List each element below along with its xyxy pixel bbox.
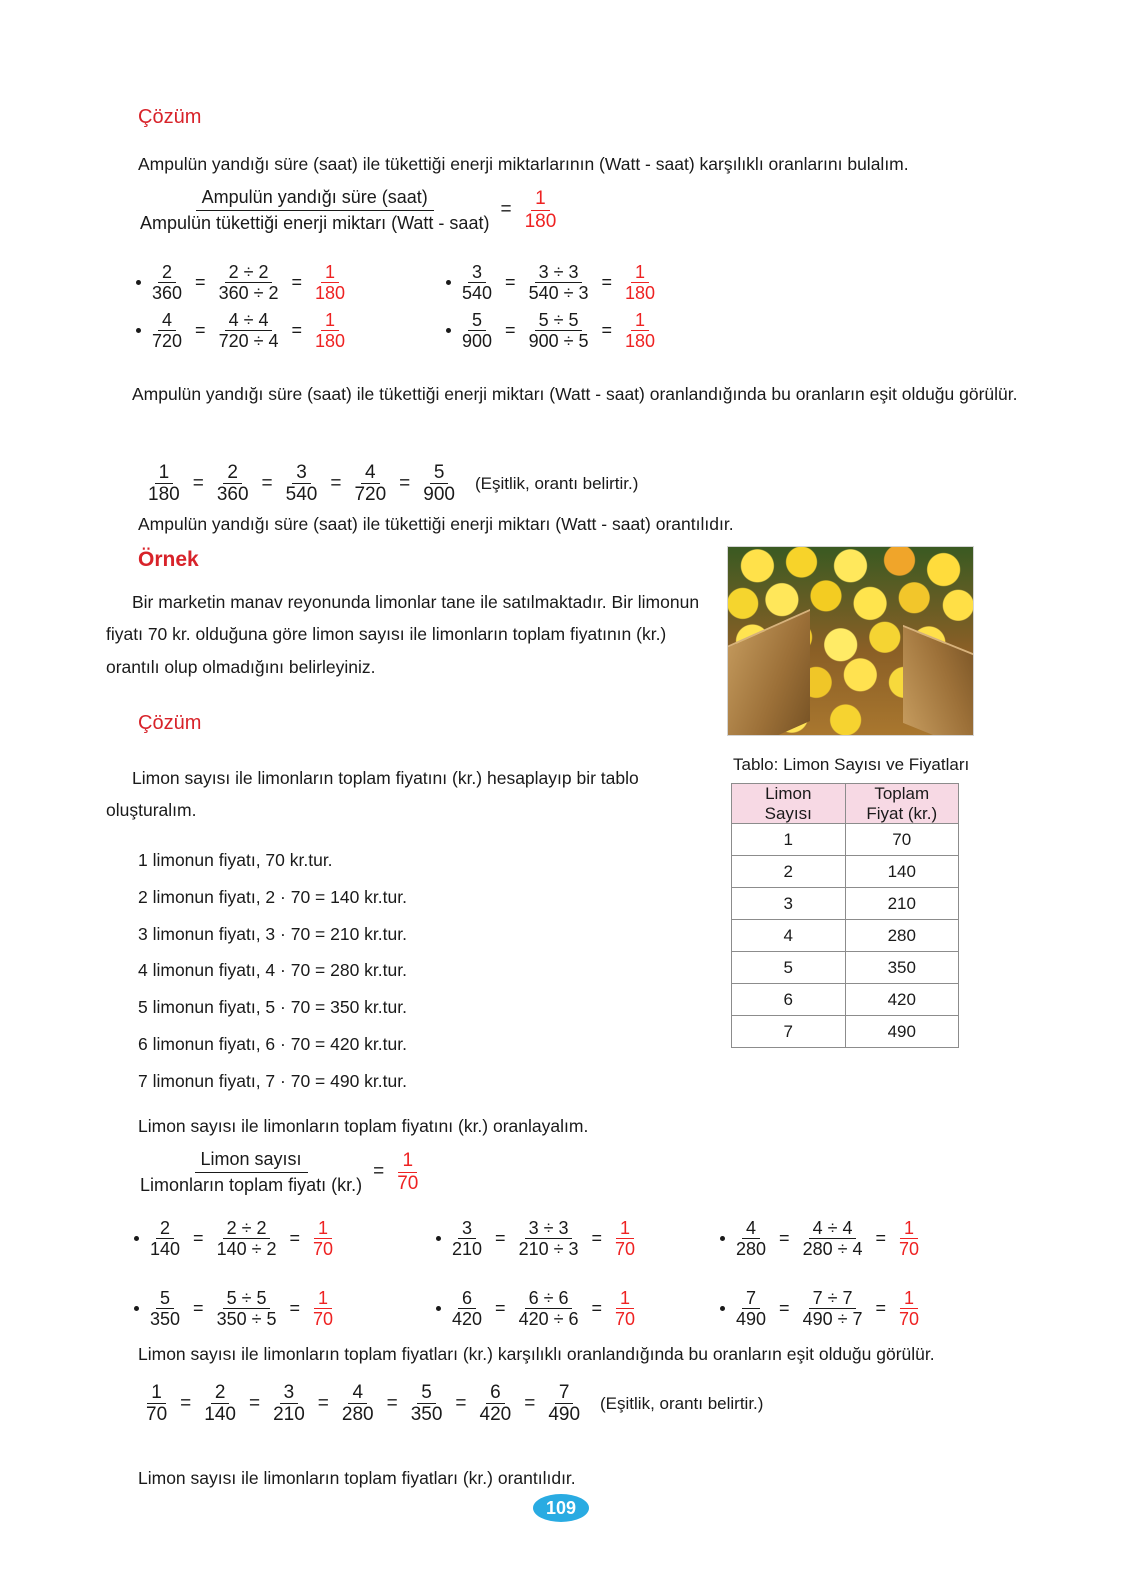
bullet-dot-icon — [436, 1306, 441, 1311]
calculation-line: 3 limonun fiyatı, 3 · 70 = 210 kr.tur. — [138, 923, 407, 944]
bullet-fraction-5: $\frac{2}{140}$ = $\frac{2 \div 2}{140 \div 2}$ = $\frac{1}{70}$ — [134, 1218, 341, 1259]
lemons-photo — [727, 546, 974, 736]
solution-2-intro: Limon sayısı ile limonların toplam fiyatını (kr.) hesaplayıp bir tablo oluşturalım. — [106, 768, 639, 821]
table-row — [732, 1016, 959, 1048]
header-line-2: Fiyat (kr.) — [866, 803, 938, 823]
header-line-1: Limon — [765, 784, 812, 803]
frac-num: 6 — [486, 1382, 505, 1404]
equality-chain-2: $\frac{1}{70}$ = $\frac{2}{140}$ = $\frac{3}{210}$ = $\frac{4}{280}$ = $\frac{5}{350}$ = $\frac{6}{420}$ = $\frac{7}{490}$ (Eşitlik, orantı belirtir.) — [138, 1382, 763, 1426]
frac-den: 350 — [410, 1404, 443, 1426]
frac-num: 7 — [742, 1288, 760, 1309]
frac-num: 4 ÷ 4 — [225, 310, 273, 331]
calculation-line: 7 limonun fiyatı, 7 · 70 = 490 kr.tur. — [138, 1070, 407, 1091]
frac-den: 420 — [479, 1404, 512, 1426]
cell-price: 70 — [845, 824, 959, 856]
frac-den: 540 — [462, 283, 493, 304]
frac-num: 1 — [900, 1288, 918, 1309]
frac-den: 540 — [285, 484, 318, 506]
table-row — [732, 920, 959, 952]
frac-den: 350 ÷ 5 — [216, 1309, 277, 1330]
frac-den: 720 — [354, 484, 387, 506]
frac-den: 70 — [615, 1309, 636, 1330]
frac-den: 900 — [423, 484, 455, 506]
equality-chain-1: $\frac{1}{180}$ = $\frac{2}{360}$ = $\frac{3}{540}$ = $\frac{4}{720}$ = $\frac{5}{900}$ (Eşitlik, orantı belirtir.) — [140, 462, 638, 506]
page-number-badge: 109 — [533, 1494, 589, 1522]
frac-den: 720 ÷ 4 — [218, 331, 279, 352]
bullet-dot-icon — [136, 328, 141, 333]
frac-den: 490 ÷ 7 — [802, 1309, 863, 1330]
frac-den: 180 — [315, 331, 346, 352]
solution-1-intro: Ampulün yandığı süre (saat) ile tükettiği enerji miktarlarının (Watt - saat) karşılıklı oranlarını bulalım. — [138, 154, 909, 174]
frac-num: 1 — [616, 1218, 634, 1239]
cell-count: 2 — [732, 856, 846, 888]
bullet-dot-icon — [136, 280, 141, 285]
frac-num: 1 — [631, 310, 649, 331]
frac-den: 490 — [736, 1309, 767, 1330]
frac-num: 3 — [292, 462, 311, 484]
solution-2-conclusion: Limon sayısı ile limonların toplam fiyatları (kr.) karşılıklı oranlandığında bu oranların eşit olduğu görülür. — [138, 1344, 935, 1364]
frac-den: 70 — [615, 1239, 636, 1260]
solution-1-final: Ampulün yandığı süre (saat) ile tükettiği enerji miktarı (Watt - saat) orantılıdır. — [138, 514, 734, 534]
named-ratio-2-result — [393, 1150, 422, 1194]
bullet-fraction-1: $\frac{2}{360}$ = $\frac{2 \div 2}{360 \div 2}$ = $\frac{1}{180}$ — [136, 262, 353, 303]
frac-den: 350 — [150, 1309, 181, 1330]
header-line-1: Toplam — [874, 784, 930, 803]
frac-num: 6 — [458, 1288, 476, 1309]
frac-num: 4 — [361, 462, 380, 484]
calculation-line: 6 limonun fiyatı, 6 · 70 = 420 kr.tur. — [138, 1033, 407, 1054]
calculation-line: 1 limonun fiyatı, 70 kr.tur. — [138, 850, 333, 870]
cell-count: 4 — [732, 920, 846, 952]
cell-price: 420 — [845, 984, 959, 1016]
example-body: Bir marketin manav reyonunda limonlar tane ile satılmaktadır. Bir limonun fiyatı 70 kr. olduğuna göre limon sayısı ile limonların toplam fiyatının (kr.) orantılı olup olmadığını belirleyiniz. — [106, 592, 700, 677]
frac-num: 2 — [156, 1218, 174, 1239]
column-header-count — [732, 784, 846, 824]
frac-num: 4 — [158, 310, 176, 331]
bullet-fraction-9: $\frac{6}{420}$ = $\frac{6 \div 6}{420 \div 6}$ = $\frac{1}{70}$ — [436, 1288, 643, 1329]
frac-den: 70 — [899, 1309, 920, 1330]
bullet-dot-icon — [720, 1306, 725, 1311]
table-caption: Tablo: Limon Sayısı ve Fiyatları — [733, 755, 970, 774]
result-numerator: 1 — [398, 1150, 417, 1172]
frac-num: 1 — [314, 1288, 332, 1309]
table-header-row — [732, 784, 959, 824]
example-heading: Örnek — [138, 548, 199, 571]
frac-num: 5 — [430, 462, 449, 484]
calculation-lines — [138, 842, 698, 1099]
bullet-fraction-10: $\frac{7}{490}$ = $\frac{7 \div 7}{490 \div 7}$ = $\frac{1}{70}$ — [720, 1288, 927, 1329]
cell-price: 280 — [845, 920, 959, 952]
named-ratio-2 — [134, 1148, 426, 1196]
frac-num: 2 ÷ 2 — [223, 1218, 271, 1239]
frac-den: 360 ÷ 2 — [218, 283, 279, 304]
named-ratio-2-denominator: Limonların toplam fiyatı (kr.) — [140, 1174, 363, 1195]
named-ratio-2-numerator: Limon sayısı — [195, 1148, 308, 1173]
frac-num: 1 — [321, 310, 339, 331]
frac-den: 360 — [152, 283, 183, 304]
frac-den: 280 — [341, 1404, 374, 1426]
frac-den: 420 ÷ 6 — [518, 1309, 579, 1330]
bullet-dot-icon — [446, 328, 451, 333]
bullet-dot-icon — [720, 1236, 725, 1241]
frac-den: 70 — [313, 1239, 334, 1260]
frac-num: 4 — [348, 1382, 367, 1404]
table-row — [732, 984, 959, 1016]
cell-count: 7 — [732, 1016, 846, 1048]
frac-den: 70 — [146, 1404, 168, 1426]
named-ratio-1-result — [521, 188, 561, 232]
frac-den: 900 — [462, 331, 493, 352]
named-ratio-1-denominator: Ampulün tükettiği enerji miktarı (Watt - saat) — [140, 212, 490, 233]
frac-num: 5 ÷ 5 — [223, 1288, 271, 1309]
frac-num: 3 ÷ 3 — [535, 262, 583, 283]
chain-2-note: (Eşitlik, orantı belirtir.) — [600, 1393, 764, 1413]
frac-num: 3 — [280, 1382, 299, 1404]
frac-den: 420 — [452, 1309, 483, 1330]
bullet-dot-icon — [446, 280, 451, 285]
frac-num: 1 — [147, 1382, 166, 1404]
table-row — [732, 856, 959, 888]
frac-den: 720 — [152, 331, 183, 352]
solution-1-conclusion: Ampulün yandığı süre (saat) ile tükettiği enerji miktarı (Watt - saat) oranlandığında bu oranların eşit olduğu görülür. — [132, 384, 1018, 404]
named-ratio-1-numerator: Ampulün yandığı süre (saat) — [196, 186, 434, 211]
frac-den: 540 ÷ 3 — [528, 283, 589, 304]
frac-den: 900 ÷ 5 — [528, 331, 589, 352]
named-ratio-1-fraction — [134, 186, 495, 234]
frac-num: 1 — [155, 462, 174, 484]
frac-den: 490 — [548, 1404, 581, 1426]
lemon-price-table — [731, 783, 959, 1048]
cell-count: 3 — [732, 888, 846, 920]
frac-den: 210 ÷ 3 — [518, 1239, 579, 1260]
cell-count: 5 — [732, 952, 846, 984]
equals-sign: = — [500, 199, 512, 220]
cell-count: 6 — [732, 984, 846, 1016]
frac-den: 360 — [216, 484, 249, 506]
frac-den: 70 — [899, 1239, 920, 1260]
cell-price: 490 — [845, 1016, 959, 1048]
frac-num: 3 — [468, 262, 486, 283]
calculation-line: 2 limonun fiyatı, 2 · 70 = 140 kr.tur. — [138, 886, 407, 907]
frac-num: 2 — [158, 262, 176, 283]
frac-num: 2 — [211, 1382, 230, 1404]
frac-num: 6 ÷ 6 — [525, 1288, 573, 1309]
frac-num: 1 — [314, 1218, 332, 1239]
frac-den: 70 — [313, 1309, 334, 1330]
frac-den: 140 ÷ 2 — [216, 1239, 277, 1260]
bullet-fraction-6: $\frac{3}{210}$ = $\frac{3 \div 3}{210 \div 3}$ = $\frac{1}{70}$ — [436, 1218, 643, 1259]
named-ratio-2-fraction — [134, 1148, 368, 1196]
frac-den: 210 — [452, 1239, 483, 1260]
frac-den: 140 — [204, 1404, 236, 1426]
result-numerator: 1 — [531, 188, 550, 210]
table-row — [732, 824, 959, 856]
header-line-2: Sayısı — [764, 803, 812, 823]
cell-count: 1 — [732, 824, 846, 856]
frac-den: 140 — [150, 1239, 181, 1260]
result-denominator: 180 — [524, 210, 557, 232]
frac-num: 7 ÷ 7 — [809, 1288, 857, 1309]
frac-num: 3 — [458, 1218, 476, 1239]
frac-den: 280 ÷ 4 — [802, 1239, 863, 1260]
bullet-fraction-2: $\frac{3}{540}$ = $\frac{3 \div 3}{540 \div 3}$ = $\frac{1}{180}$ — [446, 262, 663, 303]
frac-num: 3 ÷ 3 — [525, 1218, 573, 1239]
named-ratio-1 — [134, 186, 564, 234]
frac-den: 180 — [148, 484, 180, 506]
frac-den: 210 — [273, 1404, 305, 1426]
bullet-fraction-8: $\frac{5}{350}$ = $\frac{5 \div 5}{350 \div 5}$ = $\frac{1}{70}$ — [134, 1288, 341, 1329]
frac-num: 1 — [321, 262, 339, 283]
equals-sign: = — [373, 1161, 385, 1182]
frac-den: 180 — [625, 331, 656, 352]
chain-1-note: (Eşitlik, orantı belirtir.) — [474, 473, 639, 493]
frac-den: 180 — [315, 283, 346, 304]
cell-price: 140 — [845, 856, 959, 888]
result-denominator: 70 — [397, 1172, 419, 1194]
table-row — [732, 888, 959, 920]
bullet-dot-icon — [436, 1236, 441, 1241]
cell-price: 210 — [845, 888, 959, 920]
frac-num: 4 ÷ 4 — [809, 1218, 857, 1239]
solution-heading-2: Çözüm — [138, 712, 202, 734]
table-row — [732, 952, 959, 984]
frac-num: 5 ÷ 5 — [535, 310, 583, 331]
solution-2-final: Limon sayısı ile limonların toplam fiyatları (kr.) orantılıdır. — [138, 1468, 576, 1488]
bullet-fraction-7: $\frac{4}{280}$ = $\frac{4 \div 4}{280 \div 4}$ = $\frac{1}{70}$ — [720, 1218, 927, 1259]
frac-num: 5 — [417, 1382, 436, 1404]
calculation-line: 4 limonun fiyatı, 4 · 70 = 280 kr.tur. — [138, 960, 407, 981]
solution-heading-1: Çözüm — [138, 106, 202, 128]
frac-den: 280 — [736, 1239, 767, 1260]
frac-num: 1 — [631, 262, 649, 283]
frac-den: 180 — [625, 283, 656, 304]
solution-2-ratio-intro: Limon sayısı ile limonların toplam fiyatını (kr.) oranlayalım. — [138, 1116, 589, 1136]
frac-num: 2 ÷ 2 — [225, 262, 273, 283]
frac-num: 2 — [223, 462, 242, 484]
frac-num: 5 — [468, 310, 486, 331]
frac-num: 1 — [900, 1218, 918, 1239]
cell-price: 350 — [845, 952, 959, 984]
bullet-fraction-4: $\frac{5}{900}$ = $\frac{5 \div 5}{900 \div 5}$ = $\frac{1}{180}$ — [446, 310, 663, 351]
frac-num: 1 — [616, 1288, 634, 1309]
bullet-dot-icon — [134, 1236, 139, 1241]
frac-num: 7 — [555, 1382, 574, 1404]
bullet-fraction-3: $\frac{4}{720}$ = $\frac{4 \div 4}{720 \div 4}$ = $\frac{1}{180}$ — [136, 310, 353, 351]
calculation-line: 5 limonun fiyatı, 5 · 70 = 350 kr.tur. — [138, 997, 407, 1017]
table — [731, 783, 959, 1048]
frac-num: 4 — [742, 1218, 760, 1239]
bullet-dot-icon — [134, 1306, 139, 1311]
column-header-price — [845, 784, 959, 824]
frac-num: 5 — [156, 1288, 174, 1309]
